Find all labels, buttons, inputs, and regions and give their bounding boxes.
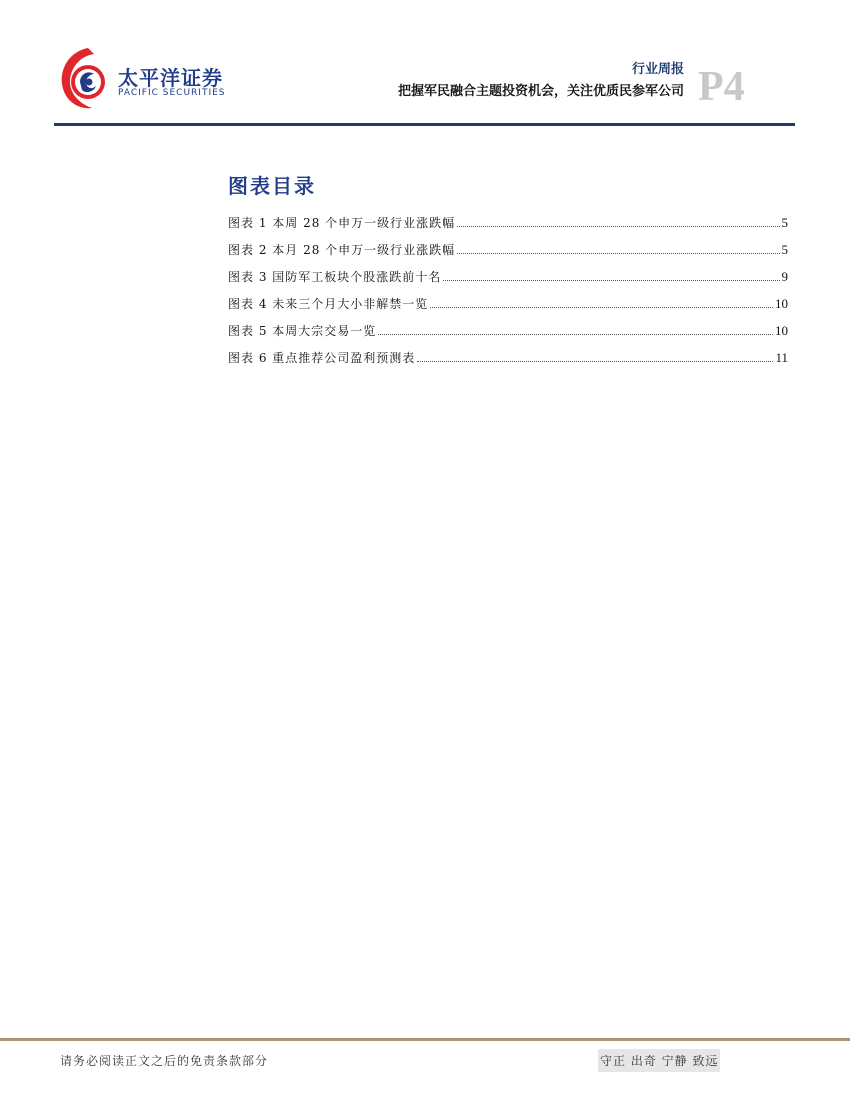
company-logo xyxy=(58,44,233,114)
toc-item[interactable] xyxy=(228,214,788,241)
toc-dot-leader xyxy=(457,253,779,254)
toc-dot-leader xyxy=(417,361,773,362)
toc-dot-leader xyxy=(430,307,773,308)
toc-item[interactable] xyxy=(228,268,788,295)
toc-item-label: 图表 5 本周大宗交易一览 xyxy=(228,324,377,338)
toc-dot-leader xyxy=(457,226,779,227)
toc-item-page: 10 xyxy=(775,296,788,311)
toc-dot-leader xyxy=(378,334,773,335)
toc-item[interactable] xyxy=(228,349,788,376)
toc-item-label: 图表 6 重点推荐公司盈利预测表 xyxy=(228,351,416,365)
toc-item-page: 5 xyxy=(781,215,788,230)
header-divider xyxy=(54,123,795,126)
toc-item[interactable] xyxy=(228,241,788,268)
toc-list xyxy=(228,214,788,376)
toc-item-label: 图表 3 国防军工板块个股涨跌前十名 xyxy=(228,270,442,284)
report-title: 把握军民融合主题投资机会，关注优质民参军公司 xyxy=(397,84,684,99)
toc-heading: 图表目录 xyxy=(228,174,316,198)
footer-divider xyxy=(0,1038,850,1041)
logo-english-name: PACIFIC SECURITIES xyxy=(118,88,226,98)
toc-item-label: 图表 1 本周 28 个申万一级行业涨跌幅 xyxy=(228,216,456,230)
toc-item-page: 11 xyxy=(775,350,788,365)
logo-chinese-name: 太平洋证券 xyxy=(118,66,223,90)
toc-item-page: 10 xyxy=(775,323,788,338)
toc-item-page: 9 xyxy=(781,269,788,284)
pacific-securities-logo-icon xyxy=(58,44,114,114)
page-number: P4 xyxy=(698,64,745,110)
toc-item[interactable] xyxy=(228,322,788,349)
toc-item[interactable] xyxy=(228,295,788,322)
toc-item-label: 图表 4 未来三个月大小非解禁一览 xyxy=(228,297,429,311)
footer-disclaimer: 请务必阅读正文之后的免责条款部分 xyxy=(60,1054,269,1068)
toc-item-label: 图表 2 本月 28 个申万一级行业涨跌幅 xyxy=(228,243,456,257)
toc-item-page: 5 xyxy=(781,242,788,257)
toc-dot-leader xyxy=(443,280,779,281)
report-type: 行业周报 xyxy=(631,62,684,77)
footer-motto: 守正 出奇 宁静 致远 xyxy=(598,1049,720,1072)
